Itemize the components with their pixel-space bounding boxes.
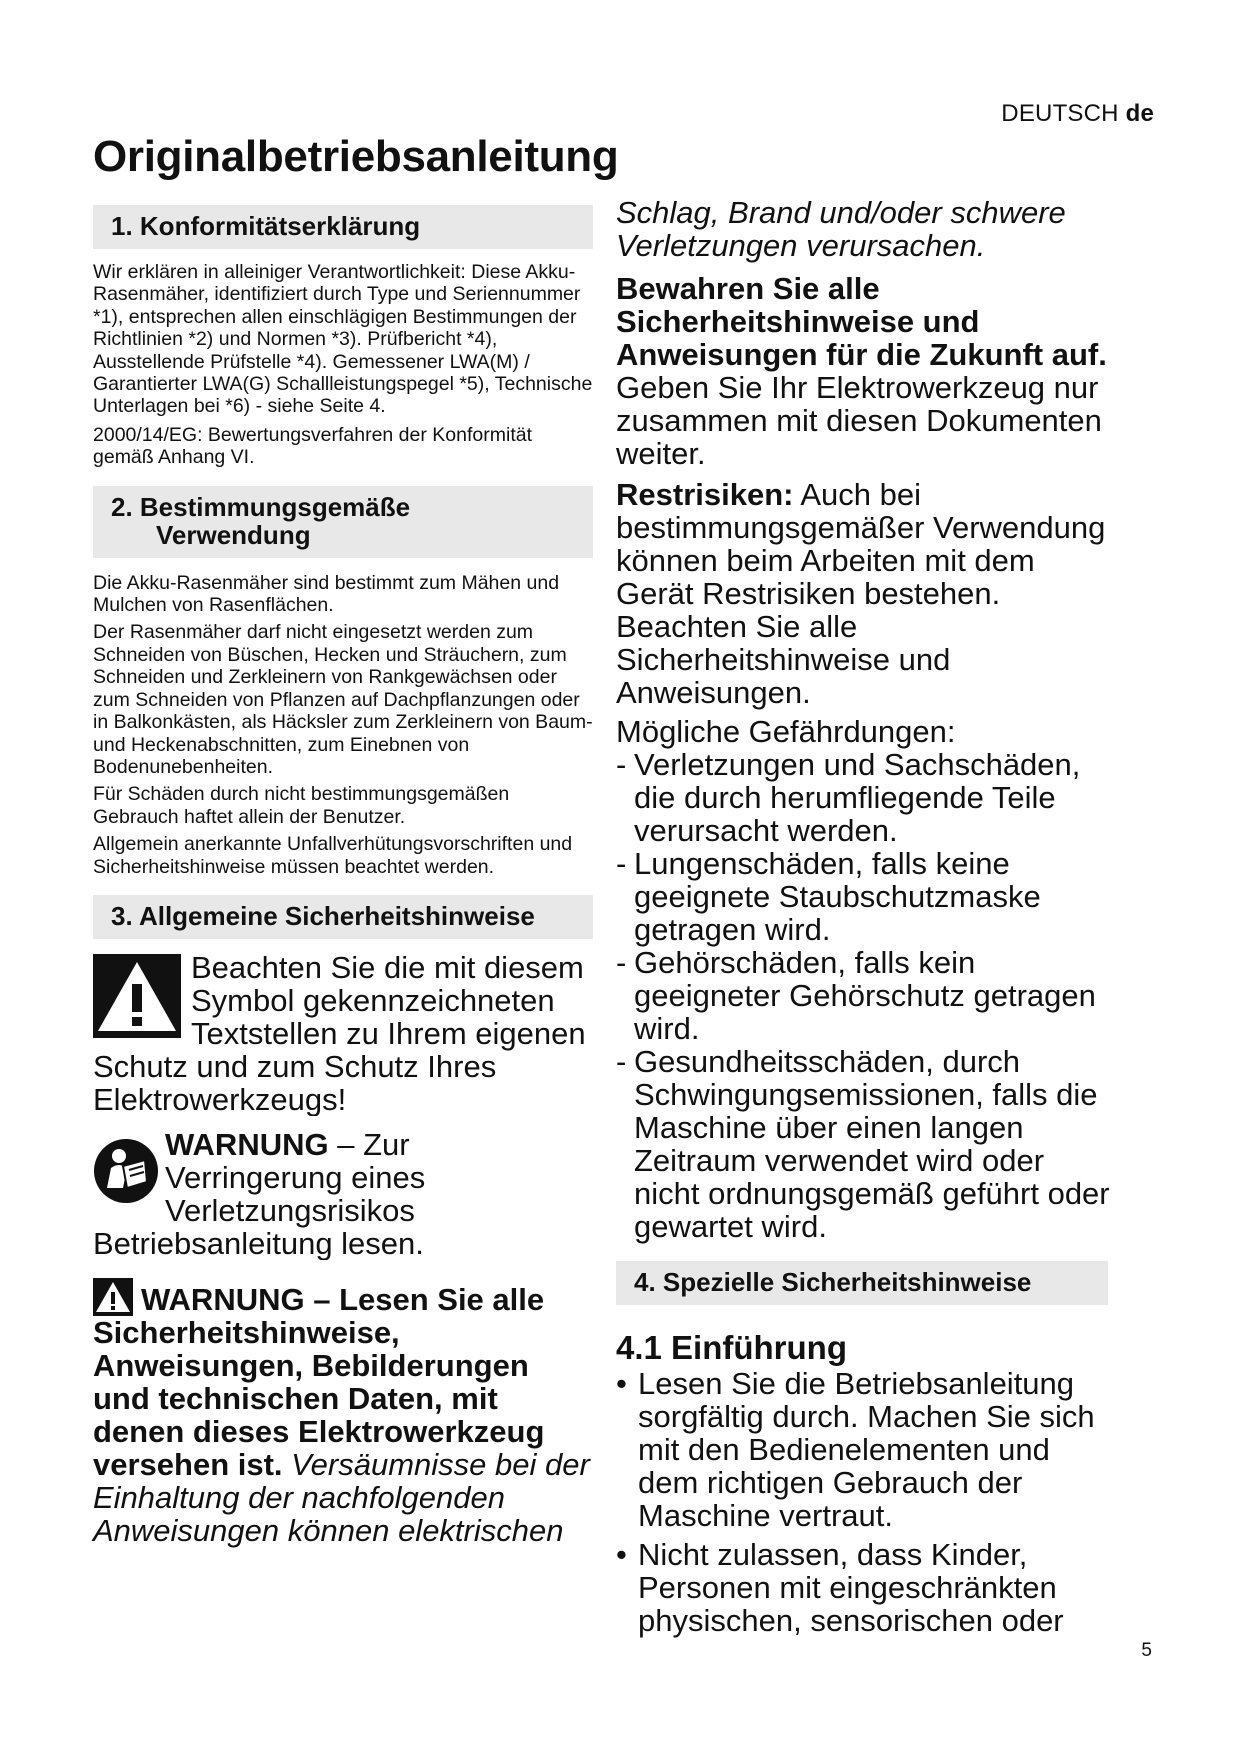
section-1-heading: 1. Konformitätserklärung bbox=[93, 205, 593, 249]
warning-triangle-icon bbox=[93, 954, 181, 1038]
list-item: • Nicht zulassen, dass Kinder, Personen mit eingeschränkten physischen, sensorischen oder bbox=[616, 1537, 1064, 1638]
list-item: - Gehörschäden, falls kein geeigneter Gehörschutz getragen wird. bbox=[616, 946, 1116, 1045]
residual-risks-label: Restrisiken: bbox=[616, 477, 794, 512]
language-code: de bbox=[1125, 100, 1154, 127]
residual-risks bbox=[616, 478, 1116, 709]
warning-read-manual-text bbox=[93, 1128, 593, 1260]
section-2-paragraph-2: Der Rasenmäher darf nicht eingesetzt werden zum Schneiden von Büschen, Hecken und Sträuchern, zum Schneiden und Zerkleinern von Rankgewächsen oder zum Schneiden von Pflanzen auf Dachpflanzungen oder in Balkonkästen, als Häcksler zum Zerkleinern von Baum- und Heckenabschnitten, zum Einebnen von Bodenunebenheiten. bbox=[93, 621, 593, 778]
keep-instructions-bold: Bewahren Sie alle Sicherheitshinweise und Anweisungen für die Zukunft auf. bbox=[616, 271, 1107, 372]
warning-read-manual bbox=[93, 1128, 593, 1260]
language-label bbox=[1001, 100, 1154, 128]
list-item: - Gesundheitsschäden, durch Schwingungsemissionen, falls die Maschine über einen langen Zeitraum verwendet wird oder nicht ordnungsgemäß geführt oder gewartet wird. bbox=[616, 1045, 1116, 1243]
section-2-paragraph-3: Für Schäden durch nicht bestimmungsgemäßen Gebrauch haftet allein der Benutzer. bbox=[93, 783, 510, 828]
section-2-heading-line2: Verwendung bbox=[156, 519, 311, 550]
left-column bbox=[93, 205, 593, 1547]
symbol-note-text: Beachten Sie die mit diesem Symbol gekennzeichneten Textstellen zu Ihrem eigenen Schutz und zum Schutz Ihres Elektrowerkzeugs! bbox=[93, 950, 586, 1116]
warning-read-manual-rest: – Zur Verringerung eines Verletzungsrisikos Betriebsanleitung lesen. bbox=[93, 1127, 426, 1260]
residual-risks-text: Auch bei bestimmungsgemäßer Verwendung können beim Arbeiten mit dem Gerät Restrisiken bestehen. Beachten Sie alle Sicherheitshinweise und Anweisungen. bbox=[616, 477, 1106, 710]
section-2-heading bbox=[93, 486, 593, 558]
hazards-title: Mögliche Gefährdungen: bbox=[616, 714, 956, 749]
language-name: DEUTSCH bbox=[1001, 100, 1119, 127]
list-item: • Lesen Sie die Betriebsanleitung sorgfältig durch. Machen Sie sich mit den Bedienelementen und dem richtigen Gebrauch der Maschine vertraut. bbox=[616, 1366, 1095, 1533]
section-3-heading: 3. Allgemeine Sicherheitshinweise bbox=[93, 895, 593, 939]
section-4-heading: 4. Spezielle Sicherheitshinweise bbox=[616, 1261, 1108, 1305]
hazards-list bbox=[616, 748, 1116, 1243]
read-manual-icon bbox=[93, 1138, 159, 1204]
section-1-paragraph-1: Wir erklären in alleiniger Verantwortlichkeit: Diese Akku-Rasenmäher, identifiziert durch Type und Seriennummer *1), entsprechen allen einschlägigen Bestimmungen der Richtlinien *2) und Normen *3). Prüfbericht *4), Ausstellende Prüfstelle *4). Gemessener LWA(M) / Garantierter LWA(G) Schallleistungspegel *5), Technische Unterlagen bei *6) - siehe Seite 4. bbox=[93, 261, 593, 418]
section-2-paragraph-1: Die Akku-Rasenmäher sind bestimmt zum Mähen und Mulchen von Rasenflächen. bbox=[93, 571, 560, 617]
page-title: Originalbetriebsanleitung bbox=[93, 132, 619, 181]
warning-read-all-italic: Versäumnisse bei der Einhaltung der nachfolgenden Anweisungen können elektrischen bbox=[93, 1446, 590, 1548]
keep-instructions bbox=[616, 272, 1116, 470]
section-2-paragraph-4: Allgemein anerkannte Unfallverhütungsvorschriften und Sicherheitshinweise müssen beachtet werden. bbox=[93, 833, 573, 878]
intro-bullets bbox=[616, 1367, 1116, 1637]
subsection-4-1-heading: 4.1 Einführung bbox=[616, 1329, 847, 1366]
warning-triangle-small-icon bbox=[93, 1278, 133, 1316]
warning-read-all-bold: WARNUNG – Lesen Sie alle Sicherheitshinweise, Anweisungen, Bebilderungen und technischen Daten, mit denen dieses Elektrowerkzeug versehen ist. bbox=[93, 1281, 545, 1482]
section-1-paragraph-2: 2000/14/EG: Bewertungsverfahren der Konformität gemäß Anhang VI. bbox=[93, 423, 532, 469]
page-number: 5 bbox=[1141, 1640, 1152, 1661]
right-column bbox=[616, 196, 1116, 1637]
continued-text: Schlag, Brand und/oder schwere Verletzungen verursachen. bbox=[616, 195, 1066, 263]
list-item: - Verletzungen und Sachschäden, die durch herumfliegende Teile verursacht werden. bbox=[616, 748, 1116, 847]
section-2-heading-line1: 2. Bestimmungsgemäße bbox=[111, 491, 411, 522]
keep-instructions-rest: Geben Sie Ihr Elektrowerkzeug nur zusammen mit diesen Dokumenten weiter. bbox=[616, 370, 1102, 471]
symbol-note bbox=[93, 951, 593, 1116]
list-item: - Lungenschäden, falls keine geeignete Staubschutzmaske getragen wird. bbox=[616, 847, 1116, 946]
warning-read-all bbox=[93, 1278, 593, 1547]
warning-label: WARNUNG bbox=[165, 1127, 329, 1162]
